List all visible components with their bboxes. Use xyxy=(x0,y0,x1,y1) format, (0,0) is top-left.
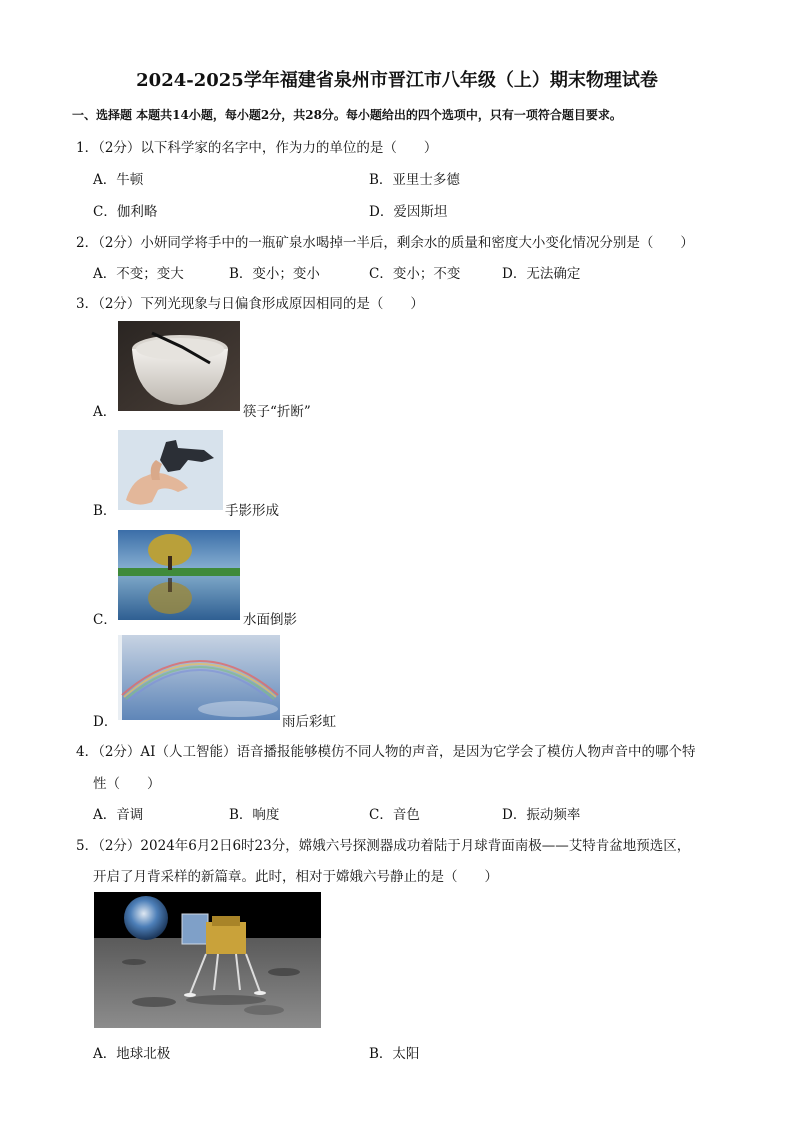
q4-option-c: C．音色 xyxy=(369,807,420,823)
q3-option-c-letter: C． xyxy=(93,612,117,628)
q1-option-b: B．亚里士多德 xyxy=(369,172,460,188)
q3-option-b-text: 手影形成 xyxy=(225,503,279,519)
q1-option-c: C．伽利略 xyxy=(93,204,158,220)
q3-option-b-letter: B． xyxy=(93,503,117,519)
q3-option-d-letter: D． xyxy=(93,714,118,730)
q4-option-b: B．响度 xyxy=(229,807,280,823)
chopstick-bowl-image xyxy=(118,321,240,411)
question-1-stem: 1．（2分）以下科学家的名字中，作为力的单位的是（ ） xyxy=(76,140,438,156)
q2-option-b: B．变小；变小 xyxy=(229,266,320,282)
hand-shadow-image xyxy=(118,430,223,510)
q1-option-a: A．牛顿 xyxy=(93,172,144,188)
q4-option-a: A．音调 xyxy=(93,807,144,823)
q3-option-c-text: 水面倒影 xyxy=(243,612,297,628)
q1-option-d: D．爱因斯坦 xyxy=(369,204,448,220)
q4-option-d: D．振动频率 xyxy=(502,807,581,823)
question-3-stem: 3．（2分）下列光现象与日偏食形成原因相同的是（ ） xyxy=(76,296,424,312)
page-title: 2024-2025学年福建省泉州市晋江市八年级（上）期末物理试卷 xyxy=(136,70,658,91)
q5-option-b: B．太阳 xyxy=(369,1046,420,1062)
q3-option-d-text: 雨后彩虹 xyxy=(282,714,336,730)
tree-reflection-image xyxy=(118,530,240,620)
q2-option-c: C．变小；不变 xyxy=(369,266,461,282)
question-2-stem: 2．（2分）小妍同学将手中的一瓶矿泉水喝掉一半后，剩余水的质量和密度大小变化情况分别是（ ） xyxy=(76,235,694,251)
q3-option-a-letter: A． xyxy=(93,404,117,420)
q2-option-d: D．无法确定 xyxy=(502,266,581,282)
q3-option-a-text: 筷子“折断” xyxy=(243,404,311,420)
rainbow-image xyxy=(118,635,280,720)
lunar-lander-image xyxy=(94,892,321,1028)
question-5-stem-line1: 5．（2分）2024年6月2日6时23分，嫦娥六号探测器成功着陆于月球背面南极——艾特肯盆地预选区， xyxy=(76,838,691,854)
question-4-stem-line2: 性（ ） xyxy=(93,776,161,792)
section-heading: 一、选择题 本题共14小题，每小题2分，共28分。每小题给出的四个选项中，只有一项符合题目要求。 xyxy=(72,108,622,122)
q2-option-a: A．不变；变大 xyxy=(93,266,184,282)
question-4-stem-line1: 4．（2分）AI（人工智能）语音播报能够模仿不同人物的声音，是因为它学会了模仿人物声音中的哪个特 xyxy=(76,744,696,760)
q5-option-a: A．地球北极 xyxy=(93,1046,171,1062)
question-5-stem-line2: 开启了月背采样的新篇章。此时，相对于嫦娥六号静止的是（ ） xyxy=(93,869,498,885)
